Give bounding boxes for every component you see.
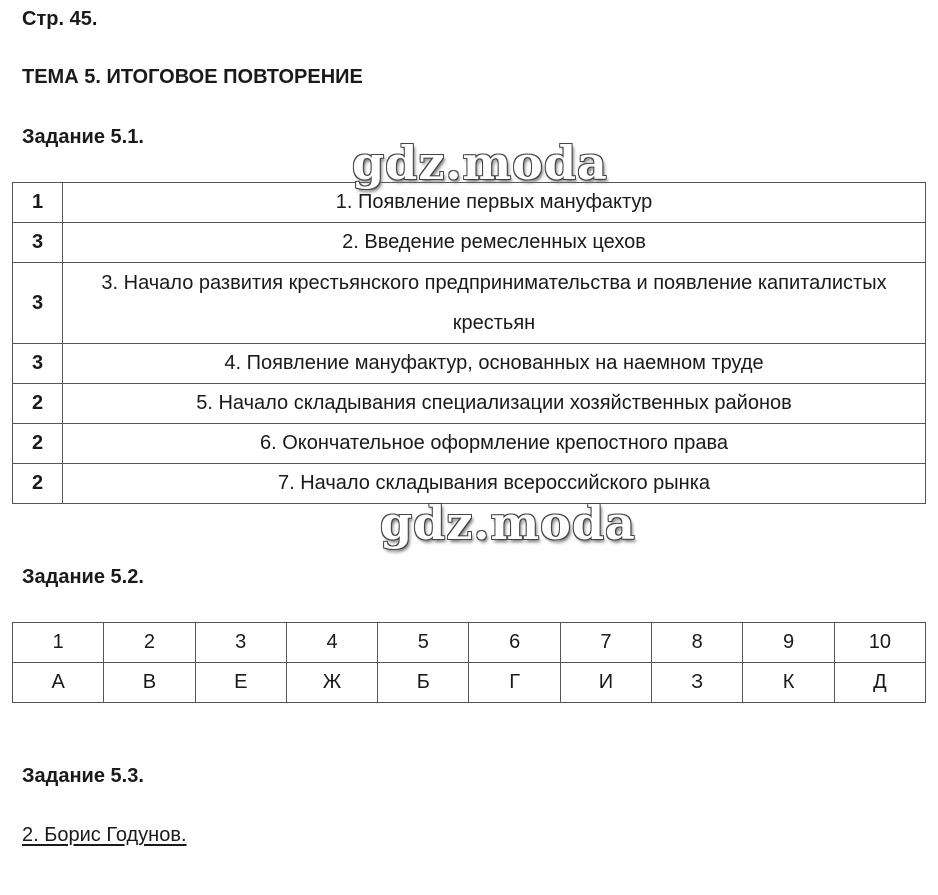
row-text: 4. Появление мануфактур, основанных на наемном труде [63,344,926,384]
table-row [13,263,926,344]
table-row [13,183,926,223]
number-cell: 9 [743,623,834,663]
table-row [13,344,926,384]
row-text: 2. Введение ремесленных цехов [63,223,926,263]
number-cell: 10 [834,623,925,663]
letter-cell: З [652,663,743,703]
row-number: 2 [13,424,63,464]
row-text: 1. Появление первых мануфактур [63,183,926,223]
number-row [13,623,926,663]
letter-cell: Д [834,663,925,703]
row-number: 3 [13,223,63,263]
task-5-1-table [12,182,926,504]
letter-cell: Б [378,663,469,703]
letter-row [13,663,926,703]
table-row [13,424,926,464]
number-cell: 8 [652,623,743,663]
letter-cell: А [13,663,104,703]
topic-title: ТЕМА 5. ИТОГОВОЕ ПОВТОРЕНИЕ [22,66,363,88]
watermark-bottom: gdz.moda [380,496,636,550]
letter-cell: Г [469,663,560,703]
number-cell: 4 [286,623,377,663]
task-5-2-table [12,622,926,703]
number-cell: 6 [469,623,560,663]
row-number: 3 [13,263,63,344]
letter-cell: И [560,663,651,703]
number-cell: 1 [13,623,104,663]
number-cell: 3 [195,623,286,663]
row-text: 5. Начало складывания специализации хозяйственных районов [63,384,926,424]
table-row [13,384,926,424]
number-cell: 5 [378,623,469,663]
table-row [13,223,926,263]
task-5-3-answer [22,824,187,847]
letter-cell: В [104,663,195,703]
page-label: Стр. 45. [22,8,98,30]
answer-text: 2. Борис Годунов [22,824,181,846]
row-number: 2 [13,384,63,424]
answer-period: . [180,824,187,846]
table-row [13,464,926,504]
letter-cell: Е [195,663,286,703]
task-5-2-title: Задание 5.2. [22,566,144,588]
row-number: 2 [13,464,63,504]
number-cell: 2 [104,623,195,663]
letter-cell: К [743,663,834,703]
row-number: 1 [13,183,63,223]
row-text: 6. Окончательное оформление крепостного права [63,424,926,464]
row-text: 7. Начало складывания всероссийского рынка [63,464,926,504]
letter-cell: Ж [286,663,377,703]
task-5-1-title: Задание 5.1. [22,126,144,148]
number-cell: 7 [560,623,651,663]
row-number: 3 [13,344,63,384]
watermark-top: gdz.moda [352,136,608,190]
row-text: 3. Начало развития крестьянского предпринимательства и появление капиталистых крестьян [63,263,926,344]
task-5-3-title: Задание 5.3. [22,765,144,787]
